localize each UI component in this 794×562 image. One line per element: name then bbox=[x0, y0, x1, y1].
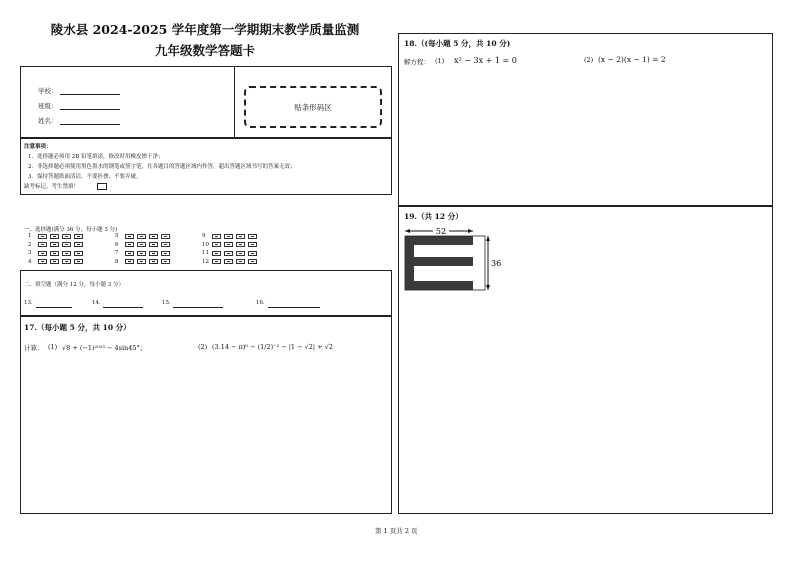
mc-bubble-3-c[interactable] bbox=[62, 251, 71, 256]
mc-bubble-6-a[interactable] bbox=[125, 242, 134, 247]
page-number: 第 1 页共 2 页 bbox=[375, 527, 418, 535]
mc-question-number: 1 bbox=[28, 233, 32, 239]
name-label: 姓名： bbox=[38, 117, 58, 125]
fill-blank-panel bbox=[20, 270, 392, 316]
q18-part2-label: (2) bbox=[584, 56, 594, 64]
mc-row-10 bbox=[202, 242, 260, 248]
q19-title: 19.（共 12 分） bbox=[404, 212, 463, 221]
absent-checkbox[interactable] bbox=[97, 183, 107, 190]
mc-bubble-7-a[interactable] bbox=[125, 251, 134, 256]
mc-row-7 bbox=[115, 250, 173, 256]
mc-question-number: 5 bbox=[115, 233, 119, 239]
mc-bubble-1-b[interactable] bbox=[50, 234, 59, 239]
height-arrow-bottom bbox=[486, 285, 490, 290]
mc-bubble-5-a[interactable] bbox=[125, 234, 134, 239]
mc-row-3 bbox=[28, 250, 86, 256]
mc-bubble-2-d[interactable] bbox=[74, 242, 83, 247]
mc-row-9 bbox=[202, 233, 260, 239]
mc-bubble-9-d[interactable] bbox=[248, 234, 257, 239]
q17-part1-expr: √8 + (−1)²⁰²³ − 4sin45°； bbox=[62, 344, 147, 352]
mc-bubble-6-c[interactable] bbox=[149, 242, 158, 247]
mc-row-5 bbox=[115, 233, 173, 239]
blank-15-label: 15. bbox=[162, 300, 171, 306]
width-arrow-left bbox=[405, 229, 410, 233]
mc-bubble-12-d[interactable] bbox=[248, 259, 257, 264]
mc-bubble-12-b[interactable] bbox=[224, 259, 233, 264]
width-label: 52 bbox=[435, 227, 447, 236]
width-arrow-right bbox=[468, 229, 473, 233]
exam-title: 陵水县 2024-2025 学年度第一学期期末教学质量监测 bbox=[50, 22, 360, 37]
road-bottom bbox=[405, 281, 473, 290]
mc-bubble-1-c[interactable] bbox=[62, 234, 71, 239]
mc-bubble-2-b[interactable] bbox=[50, 242, 59, 247]
height-arrow-top bbox=[486, 236, 490, 241]
mc-bubble-7-d[interactable] bbox=[161, 251, 170, 256]
section2-title: 二、填空题（满分 12 分，每小题 3 分） bbox=[24, 282, 124, 288]
mc-bubble-3-b[interactable] bbox=[50, 251, 59, 256]
q17-part2-expr: (3.14 − π)⁰ − (1/2)⁻² − |1 − √2| + √2 bbox=[212, 343, 333, 351]
mc-row-6 bbox=[115, 242, 173, 248]
mc-bubble-1-a[interactable] bbox=[38, 234, 47, 239]
mc-bubble-9-b[interactable] bbox=[224, 234, 233, 239]
mc-bubble-12-a[interactable] bbox=[212, 259, 221, 264]
mc-bubble-4-b[interactable] bbox=[50, 259, 59, 264]
mc-question-number: 2 bbox=[28, 241, 32, 248]
mc-question-number: 4 bbox=[28, 258, 32, 265]
school-field[interactable] bbox=[60, 94, 120, 95]
mc-row-1 bbox=[28, 233, 86, 239]
q17-prefix: 计算： bbox=[24, 344, 44, 352]
notes-heading: 注意事项： bbox=[24, 144, 52, 150]
q17-part2-label: (2) bbox=[198, 343, 208, 351]
mc-bubble-6-b[interactable] bbox=[137, 242, 146, 247]
mc-bubble-8-a[interactable] bbox=[125, 259, 134, 264]
mc-bubble-7-c[interactable] bbox=[149, 251, 158, 256]
garden-figure bbox=[400, 224, 500, 296]
mc-bubble-5-b[interactable] bbox=[137, 234, 146, 239]
mc-bubble-7-b[interactable] bbox=[137, 251, 146, 256]
mc-bubble-10-b[interactable] bbox=[224, 242, 233, 247]
info-divider bbox=[234, 66, 235, 138]
mc-question-number: 9 bbox=[202, 233, 206, 239]
blank-13-label: 13. bbox=[24, 300, 33, 306]
q18-part1-expr: x² − 3x + 1 = 0 bbox=[454, 56, 517, 65]
mc-bubble-11-d[interactable] bbox=[248, 251, 257, 256]
mc-bubble-11-b[interactable] bbox=[224, 251, 233, 256]
mc-bubble-10-a[interactable] bbox=[212, 242, 221, 247]
road-top bbox=[405, 236, 473, 245]
mc-row-12 bbox=[202, 259, 260, 265]
blank-16-label: 16. bbox=[256, 300, 265, 306]
blank-14-label: 14. bbox=[92, 300, 101, 306]
absent-label: 缺考标记，考生禁填！ bbox=[24, 184, 80, 190]
mc-bubble-6-d[interactable] bbox=[161, 242, 170, 247]
mc-bubble-4-d[interactable] bbox=[74, 259, 83, 264]
q18-part2-expr: (x − 2)(x − 1) = 2 bbox=[598, 55, 666, 64]
mc-bubble-9-c[interactable] bbox=[236, 234, 245, 239]
mc-bubble-5-d[interactable] bbox=[161, 234, 170, 239]
blank-15-field[interactable] bbox=[173, 307, 223, 308]
q17-part1-label: (1) bbox=[48, 343, 58, 351]
mc-bubble-3-d[interactable] bbox=[74, 251, 83, 256]
mc-row-8 bbox=[115, 259, 173, 265]
blank-14-field[interactable] bbox=[103, 307, 143, 308]
mc-question-number: 10 bbox=[202, 241, 209, 248]
note-item-1: 1．选择题必须用 2B 铅笔填涂，修改时用橡皮擦干净； bbox=[28, 154, 164, 160]
mc-question-number: 6 bbox=[115, 241, 119, 248]
q18-prefix: 解方程： bbox=[404, 58, 430, 66]
mc-bubble-4-c[interactable] bbox=[62, 259, 71, 264]
mc-row-2 bbox=[28, 242, 86, 248]
mc-bubble-2-c[interactable] bbox=[62, 242, 71, 247]
mc-question-number: 11 bbox=[202, 250, 209, 256]
mc-question-number: 8 bbox=[115, 258, 119, 265]
answer-sheet-title: 九年级数学答题卡 bbox=[154, 43, 255, 58]
section1-title: 一、选择题(满分 36 分，每小题 3 分) bbox=[24, 227, 118, 233]
barcode-area bbox=[244, 86, 382, 128]
mc-bubble-9-a[interactable] bbox=[212, 234, 221, 239]
name-field[interactable] bbox=[60, 124, 120, 125]
q18-title: 18.（(每小题 5 分，共 10 分) bbox=[404, 39, 511, 48]
blank-13-field[interactable] bbox=[36, 307, 72, 308]
mc-bubble-12-c[interactable] bbox=[236, 259, 245, 264]
mc-row-11 bbox=[202, 250, 260, 256]
mc-bubble-1-d[interactable] bbox=[74, 234, 83, 239]
q18-part1-label: (1) bbox=[435, 57, 445, 65]
blank-16-field[interactable] bbox=[268, 307, 320, 308]
barcode-label: 贴条形码区 bbox=[294, 102, 332, 112]
mc-bubble-11-c[interactable] bbox=[236, 251, 245, 256]
note-item-2: 2．非选择题必须使用黑色墨水的钢笔或签字笔，在各题目的答题区域内作答，超出答题区域书写的答案无效； bbox=[28, 164, 296, 170]
mc-bubble-4-a[interactable] bbox=[38, 259, 47, 264]
mc-bubble-8-c[interactable] bbox=[149, 259, 158, 264]
class-field[interactable] bbox=[60, 109, 120, 110]
note-item-3: 3．保持答题纸面清洁，不要折叠、不要弄破。 bbox=[28, 174, 142, 180]
class-label: 班级： bbox=[38, 102, 58, 110]
mc-bubble-5-c[interactable] bbox=[149, 234, 158, 239]
school-label: 学校： bbox=[38, 87, 58, 95]
road-middle bbox=[405, 257, 473, 266]
mc-question-number: 7 bbox=[115, 250, 119, 256]
mc-question-number: 3 bbox=[28, 250, 32, 256]
mc-bubble-8-d[interactable] bbox=[161, 259, 170, 264]
mc-bubble-3-a[interactable] bbox=[38, 251, 47, 256]
mc-bubble-8-b[interactable] bbox=[137, 259, 146, 264]
mc-bubble-10-c[interactable] bbox=[236, 242, 245, 247]
road-left bbox=[405, 236, 414, 290]
mc-question-number: 12 bbox=[202, 258, 209, 265]
q17-title: 17.（每小题 5 分，共 10 分） bbox=[24, 323, 131, 332]
mc-bubble-2-a[interactable] bbox=[38, 242, 47, 247]
mc-bubble-11-a[interactable] bbox=[212, 251, 221, 256]
mc-row-4 bbox=[28, 259, 86, 265]
height-label: 36 bbox=[491, 259, 502, 268]
mc-bubble-10-d[interactable] bbox=[248, 242, 257, 247]
